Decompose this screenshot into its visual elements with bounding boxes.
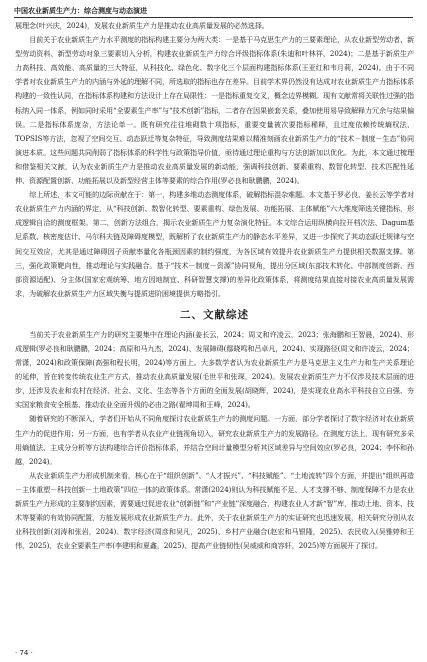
header-rule bbox=[14, 17, 413, 18]
paragraph-literature-2: 随着研究的不断深入，学者们开始从不同角度探讨农业新质生产力的测度问题。一方面，部分学者探讨了数字经济对农业新质生产力的促进作用；另一方面，也有学者从农业产业链视角切入，研究农业新质生产力的发展路径。在测度方法上，现有研究多采用熵值法、主成分分析等方法构建综合评价指标体系，并结合空间计量模型分析其区域差异与空间效应(罗必良，2024；李怀和孙越，2024)。 bbox=[15, 414, 414, 466]
paragraph-continued: 展理念(叶兴庆，2024)，发展农业新质生产力是推动农业高质量发展的必然选择。 bbox=[15, 21, 269, 30]
page-number: · 74 · bbox=[15, 649, 33, 657]
article-body bbox=[15, 19, 414, 553]
paragraph-literature-3: 从农业新质生产力形成机制来看，核心在于“组织创新”、“人才振兴”、“科技赋能”、“土地流转”四个方面，并提出“组织再造－主体重塑－科技创新－土地政策”四位一体的政策体系。常潇(2024)则认为科技赋能不足、人才支撑不够、制度保障不力是农业新质生产力形成的主要制约因素，需要通过促进农业“创新链”和“产业链”深度融合，构建农业人才新“智”库，推动土地、资本、技术等要素的有效协同配置，方能发展形成农业新质生产力。此外，关于农业新质生产力的实证研究也迅速发展，相关研究分别从农业科技创新(刘涛和张岩，2024)、数字经济(周彦和吴凡，2025)、乡村产业融合(赵宏和马银隆，2025)、农民收入(吴雅婷和王伟，2025)、农业全要素生产率(李建明和夏鑫，2025)、提高产业链韧性(吴威威和商容轩，2025)等方面展开了探讨。 bbox=[15, 470, 414, 551]
section-heading-literature-review: 二、文献综述 bbox=[180, 308, 249, 321]
running-header: 中国农业新质生产力：综合测度与动态演进 bbox=[14, 7, 147, 15]
paragraph-contributions: 综上所述，本文可能的边际贡献在于：第一，构建多维动态测度体系，破解指标混杂难题。本文基于罗必良、姜长云等学者对农业新质生产力内涵的界定，从“科技创新、数智化转型、要素重构、绿色发展、功能拓展、主体赋能”六大维度筛选关键指标，形成逻辑自洽的测度框架。第二，创新方法组合，揭示农业新质生产力复杂演化特征。本文综合运用纵横向拉开档次法、Dagum基尼系数、核密度估计、马尔科夫链及障碍度模型，既解析了农业新质生产力的静态水平差异，又进一步探究了其动态跃迁规律与空间交互效应，尤其是通过障碍因子贡献率量化各瓶颈因素的制约强度，为各区域有效提升农业新质生产力提供相关数据支撑。第三，强化政策靶向性，推动理论与实践融合。基于“技术－制度－资源”协同视角，提出分区域(东部技术转化、中部制度创新、西部资源适配)、分主体(国家宏观统筹、地方因地制宜、科研智慧支撑)的差异化政策体系，将测度结果直接对接农业高质量发展需求，为破解农业新质生产力区域失衡与提质进阶困境提供方略指引。 bbox=[15, 190, 414, 298]
paragraph-measurement-review: 目前关于农业新质生产力水平测度的指标构建主要分为两大类：一是基于马克思生产力的三要素理论，从农业新型劳动者、新型劳动资料、新型劳动对象三要素切入分析，构建农业新质生产力综合评级指标体系(朱迪和叶林祥，2024)；二是基于新质生产力高科技、高效能、高质量的三大特征，从科技化、绿色化、数字化三个层面构建指标体系(王亚红和韦月莉，2024)。由于不同学者对农业新质生产力的内涵与外延的理解不同，所选取的指标也存在差异。目前学术界仍然没有达成对农业新质生产力指标体系构建的一致性认同，在指标体系构建和方法设计上存在局限性：一是指标重复交叉，概念边界模糊。现有文献常将关联性过强的指标纳入同一体系，例如同时采用“全要素生产率”与“技术创新”指标，二者存在因果嵌套关系，叠加使用易导致解释力冗余与结果偏误。二是指标体系庞杂，方法论单一。既有研究往往堆砌数十项指标，重要变量被次要指标稀释，且过度依赖传统熵权法、TOPSIS等方法，忽视了空间交互、动态跃迁等复杂特征，导致测度结果难以精准刻画农业新质生产力的“技术－制度－生态”协同演进本质。这些问题共同削弱了指标体系的科学性与政策指导价值，亟待通过理论重构与方法创新加以优化。为此，本文通过梳理和借鉴相关文献，认为农业新质生产力是推动农业高质量发展的新动能，强调科技创新、要素重构、数智化转型、技术匹配性延伸、资源配置创新、功能拓展以及新型经营主体等要素的综合作用(罗必良和耿鹏鹏，2024)。 bbox=[15, 35, 414, 186]
paragraph-literature-1: 当前关于农业新质生产力的研究主要集中在理论内涵(姜长云，2024；周文和许凌云，2023；张海鹏和王智晨，2024)、形成逻辑(罗必良和耿鹏鹏，2024；高原和马九杰，2024)、发展障碍(鄢晓鸣和吕卓凡，2024)、实现路径(周文和许凌云，2024；常潇，2024)和政策保障(高强和程长明，2024)等方面上。大多数学者认为农业新质生产力是马克思主义生产力和生产关系理论的延伸，旨在转变传统农业生产方式，推动农业高质量发展(毛世平和张琛，2024)。发展农业新质生产力不仅涉及技术层面的进步，还涉及农业和农村在经济、社会、文化、生态等各个方面的全面发展(胡晓辉，2024)，是实现农业高水平科技自立自强、夯实国家粮食安全根基、推动农业全面升级的必由之路(翟坤周和王峰，2024)。 bbox=[15, 329, 414, 410]
